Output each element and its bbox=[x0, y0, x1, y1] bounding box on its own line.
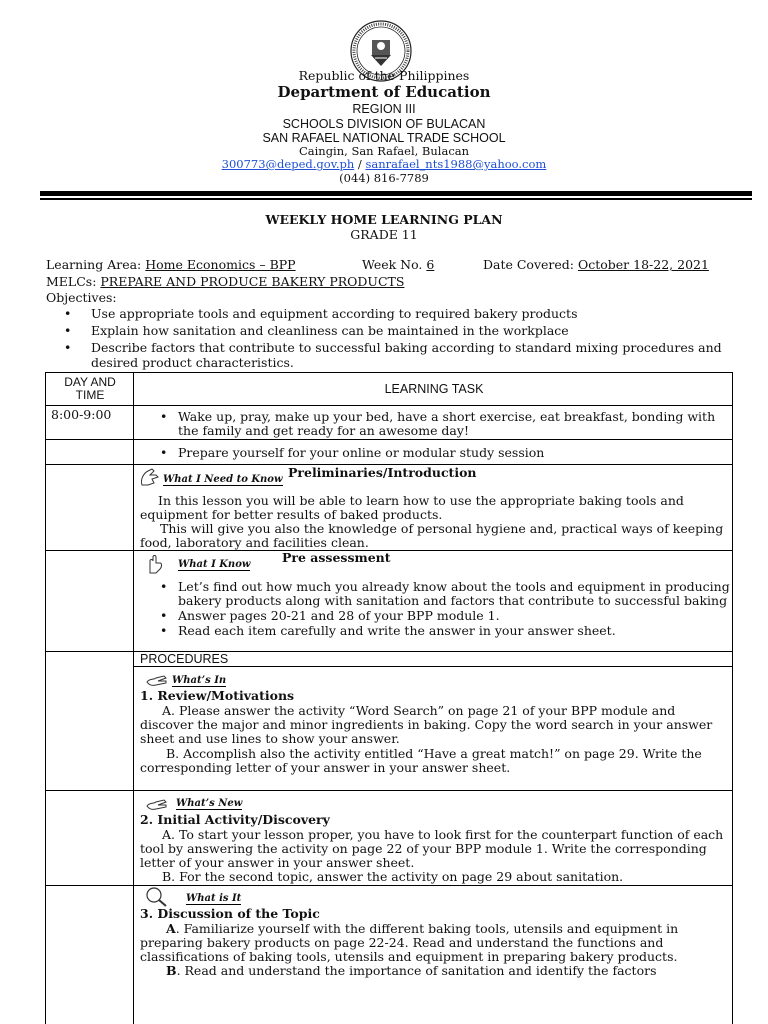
hand-icon bbox=[144, 792, 170, 814]
email-separator: / bbox=[354, 157, 366, 171]
section-label-whats-new: What’s New bbox=[176, 798, 243, 809]
email-line bbox=[0, 159, 768, 171]
row-divider bbox=[46, 405, 732, 406]
column-divider bbox=[133, 373, 134, 1024]
discovery-paragraph-a: A. To start your lesson proper, you have to look first for the counterpart function of each tool by answering the activity on page 22 of your BPP module 1. Write the corresponding letter of your answer in your answer sheet. bbox=[140, 827, 724, 870]
header-rule-thick bbox=[40, 191, 752, 196]
date-value: October 18-22, 2021 bbox=[577, 257, 709, 272]
week-value: 6 bbox=[426, 257, 435, 272]
time-slot: 8:00-9:00 bbox=[51, 407, 112, 422]
morning-routine-list bbox=[134, 410, 730, 439]
section-label-what-is-it: What is It bbox=[186, 893, 242, 904]
discussion-paragraph-b bbox=[140, 964, 730, 978]
column-header-learning-task: LEARNING TASK bbox=[384, 382, 484, 396]
magnifier-icon bbox=[144, 886, 170, 908]
week-label: Week No. bbox=[362, 257, 427, 272]
list-item: • Read each item carefully and write the answer in your answer sheet. bbox=[134, 624, 730, 638]
region-text: REGION III bbox=[352, 102, 416, 116]
paragraph-letter: B bbox=[166, 963, 177, 978]
school-name: SAN RAFAEL NATIONAL TRADE SCHOOL bbox=[262, 131, 506, 145]
week-number bbox=[362, 257, 434, 272]
section-heading-discussion: 3. Discussion of the Topic bbox=[140, 906, 320, 921]
melcs-label: MELCs: bbox=[46, 274, 101, 289]
row-divider bbox=[46, 790, 732, 791]
header-rule-thin bbox=[40, 198, 752, 200]
section-label-whats-in: What’s In bbox=[172, 675, 227, 686]
section-heading-initial-activity: 2. Initial Activity/Discovery bbox=[140, 812, 330, 827]
discovery-paragraph-b: B. For the second topic, answer the activity on page 29 about sanitation. bbox=[162, 869, 624, 884]
column-header-day-time: DAY AND TIME bbox=[64, 375, 116, 402]
pre-assessment-list bbox=[134, 580, 730, 639]
objective-item: • Use appropriate tools and equipment according to required bakery products bbox=[64, 306, 724, 321]
learning-area-label: Learning Area: bbox=[46, 257, 146, 272]
list-item: • Let’s find out how much you already know about the tools and equipment in producing bakery products along with sanitation and factors that contribute to successful baking bbox=[134, 580, 730, 608]
section-label-what-i-need-to-know: What I Need to Know bbox=[163, 474, 283, 485]
list-item: • Answer pages 20-21 and 28 of your BPP module 1. bbox=[134, 609, 730, 623]
plan-title: WEEKLY HOME LEARNING PLAN bbox=[265, 212, 503, 227]
intro-paragraph-1: In this lesson you will be able to learn how to use the appropriate baking tools and equipment for better results of baked products. bbox=[140, 493, 684, 522]
section-heading-pre-assessment: Pre assessment bbox=[282, 550, 391, 565]
paragraph-letter: A bbox=[166, 921, 176, 936]
email-link-yahoo[interactable]: sanrafael_nts1988@yahoo.com bbox=[365, 157, 547, 171]
paragraph-text: . Familiarize yourself with the different baking tools, utensils and equipment in preparing bakery products on page 22-24. Read and understand the functions and classifications of baking tools, utensils and equipment in preparing bakery products. bbox=[140, 921, 679, 964]
date-label: Date Covered: bbox=[483, 257, 578, 272]
review-paragraph-b: B. Accomplish also the activity entitled “Have a great match!” on page 29. Write the corresponding letter of your answer in your answer sheet. bbox=[140, 746, 702, 775]
melcs bbox=[46, 274, 404, 289]
learning-plan-table bbox=[45, 372, 733, 1024]
hand-pointer-icon bbox=[138, 467, 164, 489]
paragraph-text: . Read and understand the importance of sanitation and identify the factors bbox=[176, 963, 657, 978]
hand-pointer-icon bbox=[142, 553, 168, 575]
objective-item: • Explain how sanitation and cleanliness can be maintained in the workplace bbox=[64, 323, 724, 338]
department-title: Department of Education bbox=[277, 83, 491, 101]
division-text: SCHOOLS DIVISION OF BULACAN bbox=[282, 117, 486, 131]
section-label-what-i-know: What I Know bbox=[178, 559, 251, 570]
list-item: • Prepare yourself for your online or modular study session bbox=[134, 446, 730, 460]
section-heading-preliminaries: Preliminaries/Introduction bbox=[288, 465, 477, 480]
procedures-label: PROCEDURES bbox=[140, 652, 229, 666]
hand-icon bbox=[144, 668, 170, 690]
republic-text: Republic of the Philippines bbox=[298, 68, 470, 83]
school-address: Caingin, San Rafael, Bulacan bbox=[298, 144, 470, 158]
intro-paragraph-2: This will give you also the knowledge of personal hygiene and, practical ways of keeping food, laboratory and facilities clean. bbox=[140, 521, 724, 550]
phone-number: (044) 816-7789 bbox=[339, 171, 429, 185]
discussion-paragraph-a bbox=[140, 922, 730, 964]
grade-level: GRADE 11 bbox=[350, 227, 418, 242]
melcs-value: PREPARE AND PRODUCE BAKERY PRODUCTS bbox=[100, 274, 405, 289]
review-paragraph-a: A. Please answer the activity “Word Search” on page 21 of your BPP module and discover the major and minor ingredients in baking. Copy the word search in your answer sheet and use lines to show your answer. bbox=[140, 703, 713, 746]
objectives-list bbox=[64, 306, 724, 372]
learning-area bbox=[46, 257, 296, 272]
prepare-list bbox=[134, 446, 730, 461]
date-covered bbox=[483, 257, 709, 272]
row-divider bbox=[133, 666, 732, 667]
email-link-deped[interactable]: 300773@deped.gov.ph bbox=[221, 157, 355, 171]
objective-item: • Describe factors that contribute to successful baking according to standard mixing procedures and desired product characteristics. bbox=[64, 340, 724, 370]
learning-area-value: Home Economics – BPP bbox=[145, 257, 296, 272]
row-divider bbox=[46, 439, 732, 440]
section-heading-review: 1. Review/Motivations bbox=[140, 688, 295, 703]
list-item: • Wake up, pray, make up your bed, have a short exercise, eat breakfast, bonding with the family and get ready for an awesome day! bbox=[134, 410, 730, 438]
objectives-label: Objectives: bbox=[46, 290, 117, 305]
